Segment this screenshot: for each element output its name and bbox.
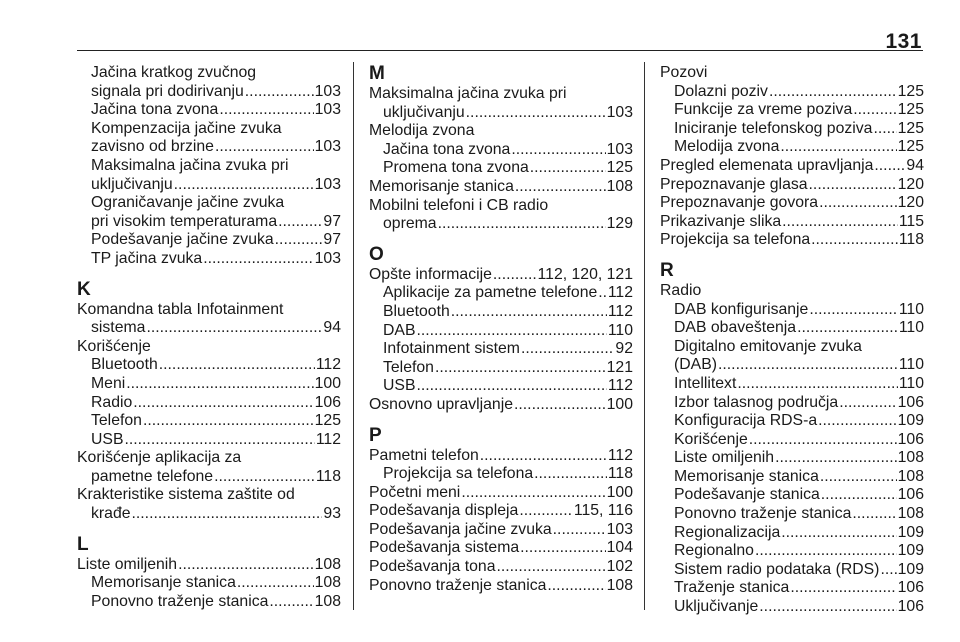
dot-leader <box>178 556 314 575</box>
dot-leader <box>769 83 897 102</box>
index-subentry <box>660 542 924 561</box>
section-letter: R <box>660 259 674 281</box>
page-reference: 103 <box>314 249 341 267</box>
dot-leader <box>245 83 314 102</box>
dot-leader <box>839 394 896 413</box>
entry-term: Memorisanje stanica <box>674 467 819 485</box>
index-subentry <box>660 579 924 598</box>
page-reference: 118 <box>607 465 633 483</box>
dot-leader <box>852 505 896 524</box>
index-subentry: Digitalno emitovanje zvuka <box>674 337 862 355</box>
index-subentry <box>660 120 924 139</box>
page-reference: 108 <box>606 576 633 594</box>
index-column-3 <box>660 64 924 617</box>
dot-leader <box>480 447 607 466</box>
index-entry <box>369 521 633 540</box>
index-subentry: Jačina kratkog zvučnog <box>91 64 257 81</box>
entry-term: Funkcije za vreme poziva <box>674 101 853 119</box>
entry-term: Memorisanje stanica <box>91 574 236 592</box>
entry-term: Ponovno traženje stanica <box>369 576 547 594</box>
index-subentry <box>77 593 341 612</box>
index-entry <box>369 266 633 285</box>
index-subentry <box>77 375 341 394</box>
entry-term: Regionalno <box>674 542 754 560</box>
page-reference: 106 <box>314 393 341 411</box>
index-subentry <box>77 356 341 375</box>
page-reference: 109 <box>897 523 924 541</box>
index-subentry: Kompenzacija jačine zvuka <box>91 119 282 137</box>
entry-term: krađe <box>91 505 131 523</box>
dot-leader <box>718 356 898 375</box>
dot-leader <box>520 539 605 558</box>
dot-leader <box>853 101 896 120</box>
dot-leader <box>821 486 897 505</box>
page-reference: 125 <box>897 119 924 137</box>
index-subentry <box>660 468 924 487</box>
page-reference: 92 <box>615 340 633 358</box>
index-entry <box>660 194 924 213</box>
index-subentry <box>660 83 924 102</box>
header-rule <box>77 50 923 51</box>
page-reference: 103 <box>314 138 341 156</box>
index-subentry <box>77 319 341 338</box>
page-reference: 120 <box>897 194 924 212</box>
dot-leader <box>519 502 573 521</box>
entry-term: Bluetooth <box>91 356 158 374</box>
dot-leader <box>416 377 606 396</box>
page-reference: 100 <box>606 483 633 501</box>
index-subentry <box>660 598 924 617</box>
page-reference: 115, 116 <box>573 502 633 520</box>
page-reference: 112, 120, 121 <box>537 265 633 283</box>
page-reference: 106 <box>897 486 924 504</box>
entry-term: Opšte informacije <box>369 265 492 283</box>
entry-term: Bluetooth <box>383 302 450 320</box>
entry-term: Radio <box>91 393 133 411</box>
column-divider <box>644 62 645 610</box>
dot-leader <box>880 561 896 580</box>
dot-leader <box>133 394 313 413</box>
dot-leader <box>790 579 896 598</box>
entry-term: Promena tona zvona <box>383 159 529 177</box>
index-subentry <box>369 104 633 123</box>
index-entry: Korišćenje aplikacija za <box>77 449 242 467</box>
dot-leader <box>126 375 313 394</box>
entry-term: (DAB) <box>674 356 718 374</box>
index-entry <box>369 484 633 503</box>
index-entry <box>660 231 924 250</box>
entry-term: Ponovno traženje stanica <box>674 505 852 523</box>
entry-term: pri visokim temperaturama <box>91 212 278 230</box>
page-reference: 112 <box>315 356 341 374</box>
dot-leader <box>811 231 898 250</box>
index-entry: Komandna tabla Infotainment <box>77 300 284 318</box>
entry-term: Melodija zvona <box>674 138 780 156</box>
dot-leader <box>818 412 897 431</box>
dot-leader <box>219 101 313 120</box>
page-reference: 129 <box>606 215 633 233</box>
index-column-2 <box>369 64 633 595</box>
index-subentry <box>77 101 341 120</box>
dot-leader <box>515 178 606 197</box>
dot-leader <box>797 319 898 338</box>
entry-term: zavisno od brzine <box>91 138 214 156</box>
dot-leader <box>124 431 314 450</box>
dot-leader <box>809 301 897 320</box>
dot-leader <box>159 356 315 375</box>
entry-term: Dolazni poziv <box>674 82 768 100</box>
index-subentry <box>660 505 924 524</box>
page-reference: 112 <box>607 302 633 320</box>
entry-term: Memorisanje stanica <box>369 177 514 195</box>
entry-term: DAB obaveštenja <box>674 319 797 337</box>
entry-term: Podešavanja jačine zvuka <box>369 520 552 538</box>
index-entry: Mobilni telefoni i CB radio <box>369 196 549 214</box>
page-reference: 97 <box>323 212 341 230</box>
dot-leader <box>146 319 322 338</box>
dot-leader <box>493 266 537 285</box>
index-subentry <box>369 303 633 322</box>
index-entry <box>369 178 633 197</box>
page-reference: 106 <box>897 598 924 616</box>
page-reference: 108 <box>897 449 924 467</box>
index-entry <box>369 502 633 521</box>
dot-leader <box>237 574 314 593</box>
index-subentry <box>660 356 924 375</box>
entry-term: Infotainment sistem <box>383 340 520 358</box>
page-reference: 110 <box>898 319 924 337</box>
page-reference: 93 <box>323 505 341 523</box>
entry-term: TP jačina zvuka <box>91 249 203 267</box>
dot-leader <box>534 465 607 484</box>
page-reference: 103 <box>314 175 341 193</box>
page-reference: 104 <box>606 539 633 557</box>
page-reference: 115 <box>898 212 924 230</box>
page-reference: 112 <box>607 446 633 464</box>
entry-term: Početni meni <box>369 483 461 501</box>
entry-term: Podešavanje jačine zvuka <box>91 231 274 249</box>
entry-term: Osnovno upravljanje <box>369 395 514 413</box>
dot-leader <box>132 505 323 524</box>
page-reference: 112 <box>315 430 341 448</box>
dot-leader <box>174 176 314 195</box>
dot-leader <box>873 120 896 139</box>
dot-leader <box>496 558 605 577</box>
dot-leader <box>435 359 606 378</box>
page-reference: 110 <box>898 374 924 392</box>
index-subentry <box>369 359 633 378</box>
dot-leader <box>598 284 607 303</box>
entry-term: Konfiguracija RDS-a <box>674 412 818 430</box>
dot-leader <box>874 157 905 176</box>
dot-leader <box>553 521 606 540</box>
page-reference: 108 <box>314 592 341 610</box>
page-reference: 108 <box>606 177 633 195</box>
entry-term: uključivanju <box>91 175 173 193</box>
dot-leader <box>215 138 314 157</box>
entry-term: Sistem radio podataka (RDS) <box>674 560 880 578</box>
index-entry <box>369 577 633 596</box>
index-subentry <box>77 231 341 250</box>
section-letter: O <box>369 243 384 265</box>
dot-leader <box>143 412 314 431</box>
index-entry <box>369 558 633 577</box>
index-subentry <box>660 524 924 543</box>
entry-term: Prepoznavanje govora <box>660 194 819 212</box>
index-entry: Radio <box>660 281 702 299</box>
dot-leader <box>737 375 897 394</box>
index-entry <box>369 539 633 558</box>
entry-term: Korišćenje <box>674 430 748 448</box>
entry-term: Podešavanje stanica <box>674 486 820 504</box>
entry-term: DAB <box>383 321 416 339</box>
page-reference: 103 <box>314 101 341 119</box>
entry-term: uključivanju <box>383 103 465 121</box>
entry-term: Izbor talasnog područja <box>674 393 839 411</box>
dot-leader <box>269 593 313 612</box>
page-reference: 108 <box>314 555 341 573</box>
entry-term: Podešavanja tona <box>369 558 496 576</box>
index-entry <box>660 176 924 195</box>
index-entry <box>660 213 924 232</box>
index-column-1 <box>77 64 341 611</box>
dot-leader <box>749 431 897 450</box>
entry-term: Iniciranje telefonskog poziva <box>674 119 873 137</box>
section-letter: K <box>77 278 91 300</box>
page-reference: 120 <box>897 175 924 193</box>
entry-term: Aplikacije za pametne telefone <box>383 284 598 302</box>
dot-leader <box>809 176 897 195</box>
index-subentry <box>369 340 633 359</box>
page-reference: 125 <box>606 159 633 177</box>
dot-leader <box>782 213 898 232</box>
page-reference: 108 <box>314 574 341 592</box>
dot-leader <box>438 215 606 234</box>
dot-leader <box>275 231 323 250</box>
dot-leader <box>203 250 313 269</box>
entry-term: sistema <box>91 319 146 337</box>
index-subentry <box>660 486 924 505</box>
page-reference: 109 <box>897 560 924 578</box>
entry-term: Pregled elemenata upravljanja <box>660 156 874 174</box>
entry-term: Podešavanja displeja <box>369 502 519 520</box>
entry-term: Jačina tona zvona <box>383 140 511 158</box>
page-reference: 103 <box>606 520 633 538</box>
page-reference: 110 <box>898 300 924 318</box>
index-subentry <box>77 83 341 102</box>
page-reference: 100 <box>606 395 633 413</box>
page-reference: 106 <box>897 579 924 597</box>
index-entry: Krakteristike sistema zaštite od <box>77 486 295 504</box>
index-subentry <box>660 319 924 338</box>
dot-leader <box>278 213 322 232</box>
entry-term: Projekcija sa telefona <box>660 231 811 249</box>
dot-leader <box>416 322 606 341</box>
entry-term: Telefon <box>91 412 142 430</box>
entry-term: oprema <box>383 215 437 233</box>
page-reference: 108 <box>897 505 924 523</box>
page-reference: 118 <box>315 467 341 485</box>
page-reference: 108 <box>897 467 924 485</box>
entry-term: Meni <box>91 374 126 392</box>
index-subentry <box>369 465 633 484</box>
dot-leader <box>820 468 897 487</box>
index-subentry <box>77 394 341 413</box>
index-entry: Korišćenje <box>77 337 151 355</box>
entry-term: Projekcija sa telefona <box>383 465 534 483</box>
page-reference: 112 <box>607 284 633 302</box>
dot-leader <box>759 598 896 617</box>
index-subentry <box>77 574 341 593</box>
index-entry: Melodija zvona <box>369 122 475 140</box>
page-reference: 94 <box>323 319 341 337</box>
entry-term: Jačina tona zvona <box>91 101 219 119</box>
page-reference: 125 <box>897 101 924 119</box>
page-reference: 103 <box>606 140 633 158</box>
column-divider <box>353 62 354 610</box>
index-subentry <box>660 449 924 468</box>
index-subentry <box>369 141 633 160</box>
index-subentry <box>77 505 341 524</box>
index-subentry <box>660 375 924 394</box>
entry-term: Telefon <box>383 358 434 376</box>
section-letter: P <box>369 424 382 446</box>
entry-term: Traženje stanica <box>674 579 790 597</box>
index-subentry <box>660 138 924 157</box>
entry-term: Pametni telefon <box>369 446 479 464</box>
entry-term: Prepoznavanje glasa <box>660 175 808 193</box>
index-subentry <box>77 176 341 195</box>
index-entry <box>369 447 633 466</box>
index-entry <box>369 396 633 415</box>
dot-leader <box>781 524 896 543</box>
index-subentry: Ograničavanje jačine zvuka <box>91 194 285 212</box>
page-reference: 125 <box>314 412 341 430</box>
page-reference: 110 <box>898 356 924 374</box>
dot-leader <box>214 468 315 487</box>
dot-leader <box>780 138 896 157</box>
index-subentry <box>369 377 633 396</box>
entry-term: USB <box>383 377 416 395</box>
dot-leader <box>819 194 897 213</box>
section-letter: L <box>77 533 89 555</box>
page-reference: 94 <box>906 156 924 174</box>
entry-term: Uključivanje <box>674 598 759 616</box>
entry-term: Intellitext <box>674 374 737 392</box>
index-subentry <box>77 412 341 431</box>
index-subentry <box>660 412 924 431</box>
index-subentry <box>660 101 924 120</box>
page-reference: 112 <box>607 377 633 395</box>
page-reference: 110 <box>607 321 633 339</box>
page-reference: 125 <box>897 138 924 156</box>
page-number: 131 <box>885 30 922 53</box>
dot-leader <box>755 542 897 561</box>
page-reference: 106 <box>897 393 924 411</box>
entry-term: signala pri dodirivanju <box>91 82 244 100</box>
index-subentry <box>660 394 924 413</box>
index-entry <box>77 556 341 575</box>
entry-term: Prikazivanje slika <box>660 212 782 230</box>
entry-term: Liste omiljenih <box>77 555 178 573</box>
index-subentry: Maksimalna jačina zvuka pri <box>91 156 289 174</box>
index-subentry <box>660 301 924 320</box>
page-reference: 109 <box>897 412 924 430</box>
page-reference: 103 <box>606 103 633 121</box>
index-subentry <box>369 284 633 303</box>
index-subentry <box>77 468 341 487</box>
index-subentry <box>77 250 341 269</box>
index-subentry <box>77 138 341 157</box>
page-reference: 118 <box>898 231 924 249</box>
index-subentry <box>77 431 341 450</box>
page-reference: 100 <box>314 374 341 392</box>
entry-term: Regionalizacija <box>674 523 781 541</box>
dot-leader <box>530 159 606 178</box>
entry-term: DAB konfigurisanje <box>674 300 809 318</box>
page-reference: 106 <box>897 430 924 448</box>
entry-term: Liste omiljenih <box>674 449 775 467</box>
dot-leader <box>511 141 605 160</box>
dot-leader <box>451 303 607 322</box>
index-subentry <box>660 431 924 450</box>
index-subentry <box>660 561 924 580</box>
dot-leader <box>547 577 605 596</box>
dot-leader <box>461 484 605 503</box>
page-reference: 102 <box>606 558 633 576</box>
page-reference: 97 <box>323 231 341 249</box>
index-entry: Pozovi <box>660 64 708 81</box>
entry-term: Podešavanja sistema <box>369 539 520 557</box>
page-reference: 103 <box>314 82 341 100</box>
entry-term: Ponovno traženje stanica <box>91 592 269 610</box>
page-reference: 125 <box>897 82 924 100</box>
index-subentry <box>369 159 633 178</box>
dot-leader <box>514 396 606 415</box>
page-reference: 109 <box>897 542 924 560</box>
page-reference: 121 <box>606 358 633 376</box>
dot-leader <box>775 449 897 468</box>
index-entry: Maksimalna jačina zvuka pri <box>369 85 567 102</box>
entry-term: USB <box>91 430 124 448</box>
dot-leader <box>521 340 614 359</box>
index-subentry <box>77 213 341 232</box>
dot-leader <box>466 104 606 123</box>
index-subentry <box>369 322 633 341</box>
index-subentry <box>369 215 633 234</box>
section-letter: M <box>369 63 385 84</box>
entry-term: pametne telefone <box>91 467 214 485</box>
index-entry <box>660 157 924 176</box>
